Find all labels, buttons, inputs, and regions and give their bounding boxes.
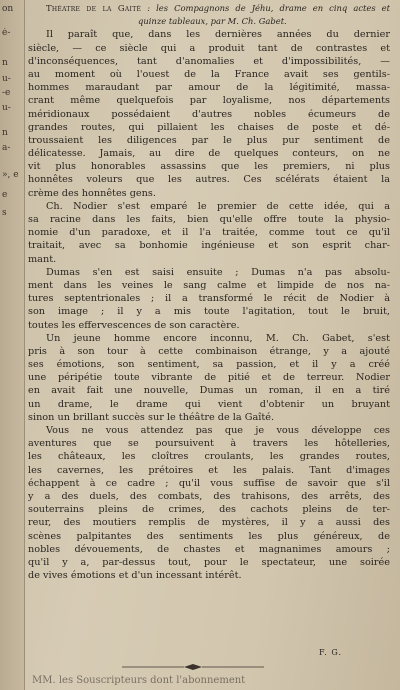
text-line: Vous ne vous attendez pas que je vous développe ces [46,425,390,436]
text-line: scènes palpitantes des sentiments les plus généreux, de [28,530,390,542]
margin-fragment: u- [2,103,11,113]
text-line: siècle, — ce siècle qui a produit tant de contrastes et [28,42,390,54]
footer-notice [32,675,382,686]
margin-fragment: on [2,4,14,14]
text-line: Dumas s'en est saisi ensuite ; Dumas n'a pas absolu- [46,266,390,278]
text-line: qu'il y a, par-dessus tout, pour le spectateur, une soirée [28,556,390,568]
text-line: aventures que se poursuivent à travers les hôtelleries, [28,438,390,450]
theatre-name: Théatre de la Gaité [46,3,142,13]
previous-column-strip [0,0,25,690]
text-line: les cavernes, les prétoires et les palais. Tant d'images [28,464,390,476]
text-line: tures septentrionales ; il a transformé le récit de Nodier à [28,293,390,305]
article-signature: F. G. [318,648,342,657]
margin-fragment: é- [2,28,11,38]
text-line: son image ; il y a mis toute l'agitation, tout le bruit, [28,306,390,318]
text-line: ment dans les veines le sang calme et limpide de nos na- [28,279,390,291]
text-line: ses émotions, son sentiment, sa passion, et il y a créé [28,359,390,371]
article-column [28,2,390,582]
text-line: les châteaux, les cloîtres croulants, les grandes routes, [28,451,390,463]
margin-fragment: », e [2,170,19,180]
text-line: mant. [28,253,57,265]
text-line: hommes maraudant par amour de la légitimité, massa- [28,82,390,94]
text-line: Un jeune homme encore inconnu, M. Ch. Gabet, s'est [46,332,390,344]
footer-text: MM. les Souscripteurs dont l'abonnement [32,675,246,686]
text-line: souterrains pleins de crimes, des cachots pleins de ter- [28,504,390,516]
text-line: échappent à ce cadre ; qu'il vous suffise de savoir que s'il [28,477,390,489]
margin-fragment: n [2,128,8,138]
text-line: un drame, le drame qui vient d'obtenir un bruyant [28,398,390,410]
text-line: Ch. Nodier s'est emparé le premier de cette idée, qui a [46,200,390,212]
margin-fragment: n [2,58,8,68]
text-line: au moment où l'ouest de la France avait ses gentils- [28,68,390,80]
margin-fragment: u- [2,74,11,84]
margin-fragment: -e [2,88,11,98]
margin-fragment: e [2,190,8,200]
text-line: honnêtes voleurs que les autres. Ces scélérats étaient la [28,174,390,186]
text-line: nomie d'un paradoxe, et il l'a traitée, comme tout ce qu'il [28,227,390,239]
text-line: en avait fait une nouvelle, Dumas un roman, il en a tiré [28,385,390,397]
text-line: nobles dévouements, de chastes et magnanimes amours ; [28,543,390,555]
text-line: reur, des moutiers remplis de mystères, il y a aussi des [28,517,390,529]
text-line: de vives émotions et d'un incessant intérêt. [28,570,242,582]
text-line: grandes routes, qui pillaient les chaises de poste et dé- [28,121,390,133]
text-line: méridionaux possédaient d'autres nobles écumeurs de [28,108,390,120]
ornamental-rule [118,663,268,671]
text-line: traitait, avec sa bonhomie ingénieuse et son esprit char- [28,240,390,252]
text-line: délicatesse. Jamais, au dire de quelques conteurs, on ne [28,148,390,160]
margin-fragment: a- [2,143,11,153]
article-title [28,2,390,15]
text-line: crant même quelquefois par loyalisme, nos départements [28,95,390,107]
text-line: une péripétie toute vibrante de pitié et de terreur. Nodier [28,372,390,384]
text-line: sinon un brillant succès sur le théâtre de la Gaîté. [28,411,275,423]
title-rest: : les Compagnons de Jéhu, drame en cinq actes et [141,3,390,13]
article-title-line2: quinze tableaux, par M. Ch. Gabet. [138,16,287,27]
text-line: crème des honnêtes gens. [28,187,156,199]
text-line: pris à son tour à cette combinaison étrange, y a ajouté [28,345,390,357]
margin-fragment: s [2,208,7,218]
text-line: toutes les effervescences de son caractère. [28,319,240,331]
text-line: troussaient les diligences par le plus pur sentiment de [28,134,390,146]
text-line: sa racine dans les faits, bien qu'elle offre toute la physio- [28,214,390,225]
text-line: Il paraît que, dans les dernières années du dernier [46,29,390,41]
text-line: y a des duels, des combats, des trahisons, des arrêts, des [28,490,390,502]
text-line: d'inconséquences, tant d'anomalies et d'impossibilités, — [28,55,390,67]
text-line: vit plus honorables assassins que les premiers, ni plus [28,161,390,173]
